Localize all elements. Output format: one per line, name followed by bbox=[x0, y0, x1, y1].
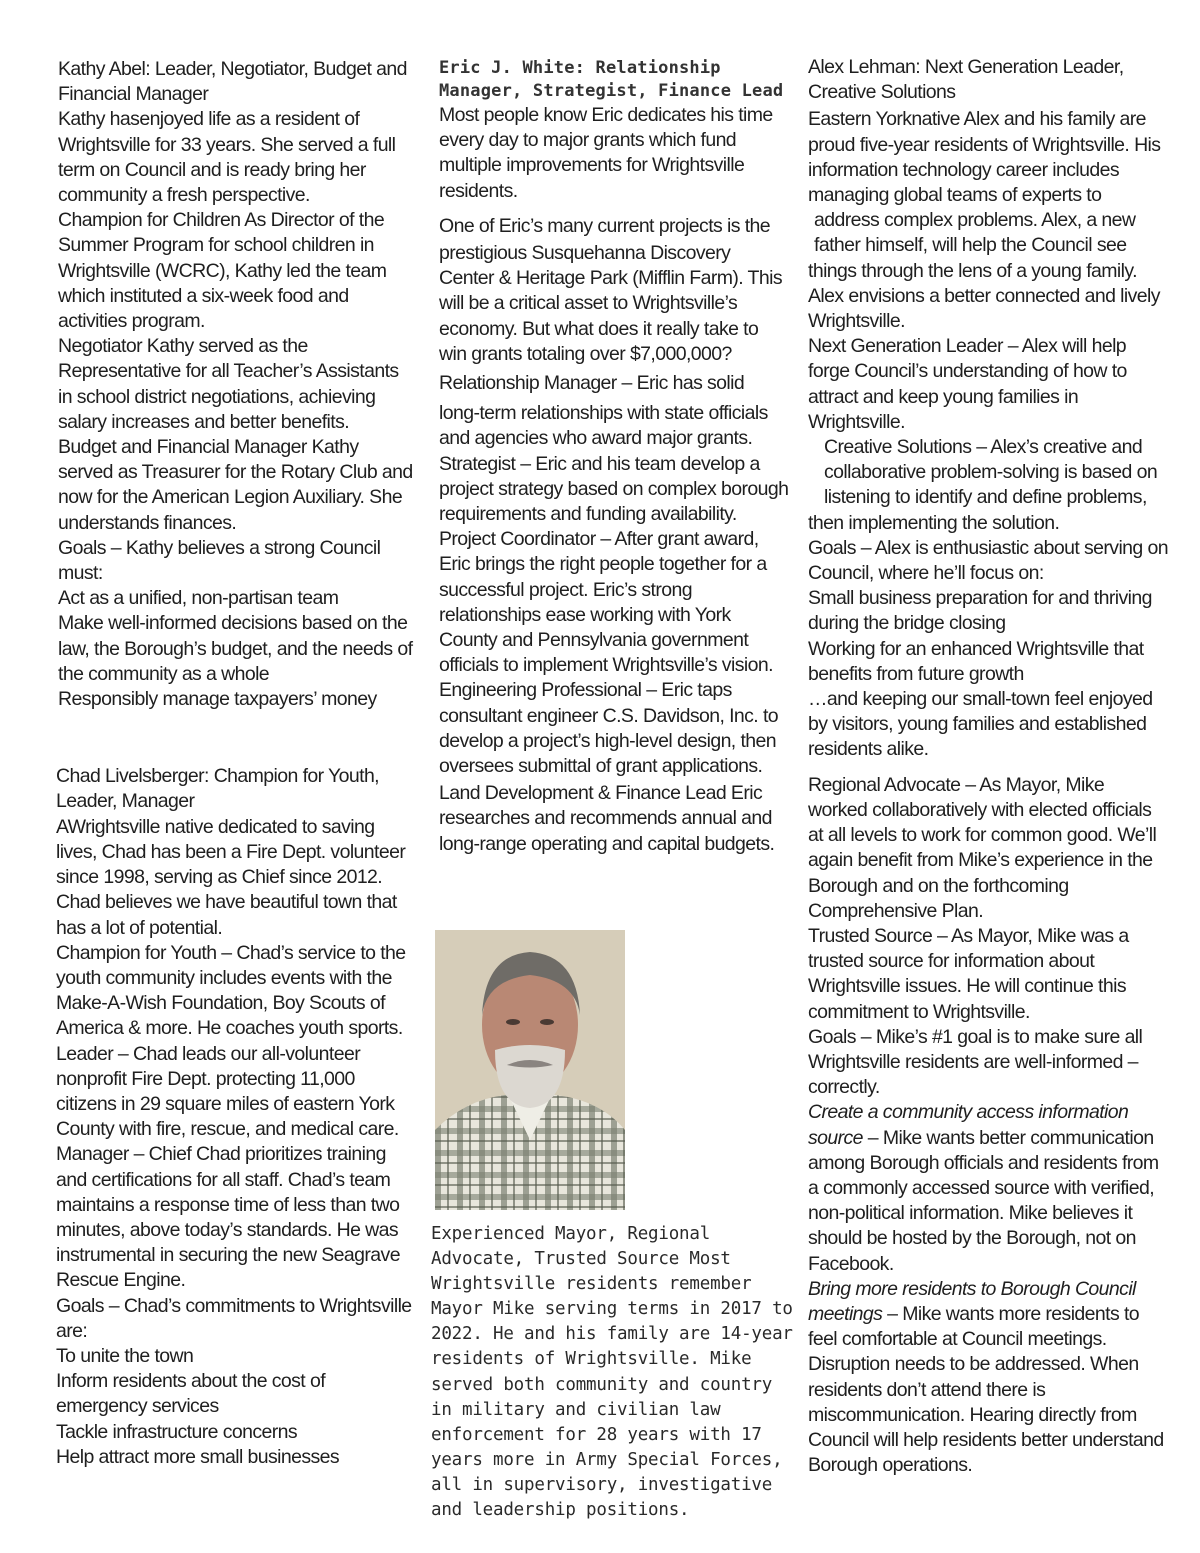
candidate-eric-white bbox=[439, 57, 789, 857]
chad-goal-item: Inform residents about the cost of emergency services bbox=[56, 1370, 326, 1418]
candidate-kathy-abel bbox=[58, 57, 414, 712]
mike-goal-1 bbox=[808, 1100, 1168, 1276]
alex-goal-item: …and keeping our small-town feel enjoyed by visitors, young families and established residents alike. bbox=[808, 688, 1153, 761]
chad-goal-item: To unite the town bbox=[56, 1344, 194, 1367]
chad-champion: Champion for Youth – Chad’s service to the youth community includes events with the Make-A-Wish Foundation, Boy Scouts of America & more. He coaches youth sports. bbox=[56, 941, 406, 1040]
mike-goal-2-text: – Mike wants more residents to feel comfortable at Council meetings. Disruption needs to be addressed. When residents don’t attend there is miscommunication. Hearing directly from Council will help residents better understand Borough operations. bbox=[808, 1302, 1164, 1477]
kathy-goals-intro: Goals – Kathy believes a strong Council must: bbox=[58, 536, 381, 585]
eric-projects: prestigious Susquehanna Discovery Center & Heritage Park (Mifflin Farm). This will be a critical asset to Wrightsville’s economy. But what does it really take to win grants totaling over $7,000,000? bbox=[439, 242, 782, 365]
mike-goal-1-text: – Mike wants better communication among Borough officials and residents from a commonly accessed source with verified, non-political information. Mike believes it should be hosted by the Borough, not on Facebook. bbox=[808, 1126, 1159, 1275]
eric-projects-lead: One of Eric’s many current projects is the bbox=[439, 214, 770, 237]
alex-heading: Alex Lehman: Next Generation Leader, Creative Solutions bbox=[808, 56, 1124, 104]
alex-creative-end: then implementing the solution. bbox=[808, 511, 1060, 534]
alex-creative: Creative Solutions – Alex’s creative and collaborative problem-solving is based on listening to identify and define problems, bbox=[824, 436, 1158, 509]
chad-goal-item: Help attract more small businesses bbox=[56, 1445, 340, 1468]
eric-relationship: long-term relationships with state officials and agencies who award major grants. bbox=[439, 402, 768, 450]
column-left bbox=[58, 57, 414, 1470]
kathy-goal-item: Make well-informed decisions based on the law, the Borough’s budget, and the needs of the community as a whole bbox=[58, 612, 413, 685]
mike-trusted: Trusted Source – As Mayor, Mike was a trusted source for information about Wrightsville issues. He will continue this commitment to Wrightsville. bbox=[808, 924, 1129, 1023]
mike-goals-intro: Goals – Mike’s #1 goal is to make sure all Wrightsville residents are well-informed – correctly. bbox=[808, 1025, 1143, 1099]
alex-intro-end: things through the lens of a young family. Alex envisions a better connected and lively Wrightsville. bbox=[808, 259, 1160, 333]
section-spacer bbox=[808, 763, 1168, 773]
kathy-heading: Kathy Abel: Leader, Negotiator, Budget and Financial Manager bbox=[58, 58, 407, 106]
kathy-budget: Budget and Financial Manager Kathy served as Treasurer for the Rotary Club and now for the American Legion Auxiliary. She understands finances. bbox=[58, 436, 413, 534]
candidate-chad-livelsberger bbox=[56, 764, 414, 1470]
eric-engineering: Engineering Professional – Eric taps consultant engineer C.S. Davidson, Inc. to develop a project’s high-level design, then oversees submittal of grant applications. bbox=[439, 679, 779, 778]
alex-goals-intro: Goals – Alex is enthusiastic about serving on Council, where he’ll focus on: bbox=[808, 536, 1168, 585]
eric-intro: Most people know Eric dedicates his time every day to major grants which fund multiple improvements for Wrightsville residents. bbox=[439, 104, 773, 202]
eric-strategist: Strategist – Eric and his team develop a project strategy based on complex borough requirements and funding availability. bbox=[439, 452, 789, 526]
chad-heading: Chad Livelsberger: Champion for Youth, Leader, Manager bbox=[56, 765, 380, 813]
eric-relationship-lead: Relationship Manager – Eric has solid bbox=[439, 372, 745, 395]
mike-regional: Regional Advocate – As Mayor, Mike worked collaboratively with elected officials at all levels to work for common good. We’ll again benefit from Mike’s experience in the Borough and on the forthcoming Comprehensive Plan. bbox=[808, 773, 1157, 922]
alex-goal-item: Working for an enhanced Wrightsville that benefits from future growth bbox=[808, 637, 1144, 685]
chad-leader: Leader – Chad leads our all-volunteer nonprofit Fire Dept. protecting 11,000 citizens in 29 square miles of eastern York County with fire, rescue, and medical care. bbox=[56, 1042, 399, 1141]
eric-heading: Eric J. White: Relationship Manager, Strategist, Finance Lead bbox=[439, 58, 784, 101]
paragraph-spacer bbox=[439, 204, 789, 214]
section-spacer bbox=[58, 712, 414, 764]
mike-goal-2 bbox=[808, 1277, 1168, 1479]
mayor-mike-photo bbox=[435, 930, 625, 1210]
mike-goal-2-title: Bring more residents to Borough Council meetings bbox=[808, 1277, 1136, 1325]
candidate-alex-lehman bbox=[808, 55, 1168, 763]
kathy-negotiator: Negotiator Kathy served as the Representative for all Teacher’s Assistants in school district negotiations, achieving salary increases and better benefits. bbox=[58, 335, 399, 433]
kathy-goal-item: Responsibly manage taxpayers’ money bbox=[58, 688, 377, 711]
eric-finance: Land Development & Finance Lead Eric researches and recommends annual and long-range operating and capital budgets. bbox=[439, 782, 775, 855]
mike-goal-1-title: Create a community access information source bbox=[808, 1101, 1129, 1149]
alex-leader: Next Generation Leader – Alex will help forge Council’s understanding of how to attract and keep young families in Wrightsville. bbox=[808, 335, 1127, 433]
mike-intro: Experienced Mayor, Regional Advocate, Trusted Source Most Wrightsville residents remember Mayor Mike serving terms in 2017 to 2022. He and his family are 14-year residents of Wrightsville. Mike served both community and country in military and civilian law enforcement for 28 years with 17 years more in Army Special Forces, all in supervisory, investigative and leadership positions. bbox=[431, 1224, 793, 1521]
column-middle bbox=[439, 57, 789, 857]
chad-goals-intro: Goals – Chad’s commitments to Wrightsville are: bbox=[56, 1294, 412, 1342]
eric-coordinator: Project Coordinator – After grant award, Eric brings the right people together for a successful project. Eric’s strong relationships ease working with York County and Pennsylvania government officials to implement Wrightsville’s vision. bbox=[439, 528, 773, 677]
portrait-image bbox=[435, 930, 625, 1210]
chad-manager: Manager – Chief Chad prioritizes training and certifications for all staff. Chad’s team maintains a response time of less than two minutes, above today’s standards. He was instrumental in securing the new Seagrave Rescue Engine. bbox=[56, 1143, 400, 1292]
kathy-intro: Kathy hasenjoyed life as a resident of Wrightsville for 33 years. She served a full term on Council and is ready bring her community a fresh perspective. bbox=[58, 108, 396, 207]
kathy-champion: Champion for Children As Director of the Summer Program for school children in Wrightsville (WCRC), Kathy led the team which instituted a six-week food and activities program. bbox=[58, 209, 387, 333]
alex-intro-cont: address complex problems. Alex, a new father himself, will help the Council see bbox=[814, 209, 1136, 257]
alex-intro: Eastern Yorknative Alex and his family are proud five-year residents of Wrightsville. His information technology career includes managing global teams of experts to bbox=[808, 108, 1161, 207]
column-right bbox=[808, 55, 1168, 1478]
mike-intro-block bbox=[431, 1222, 801, 1523]
chad-goal-item: Tackle infrastructure concerns bbox=[56, 1420, 298, 1443]
kathy-goal-item: Act as a unified, non-partisan team bbox=[58, 587, 339, 610]
candidate-mike-continued bbox=[808, 773, 1168, 1479]
chad-intro: AWrightsville native dedicated to saving lives, Chad has been a Fire Dept. volunteer since 1998, serving as Chief since 2012. Chad believes we have beautiful town that has a lot of potential. bbox=[56, 815, 406, 939]
alex-goal-item: Small business preparation for and thriving during the bridge closing bbox=[808, 587, 1152, 635]
